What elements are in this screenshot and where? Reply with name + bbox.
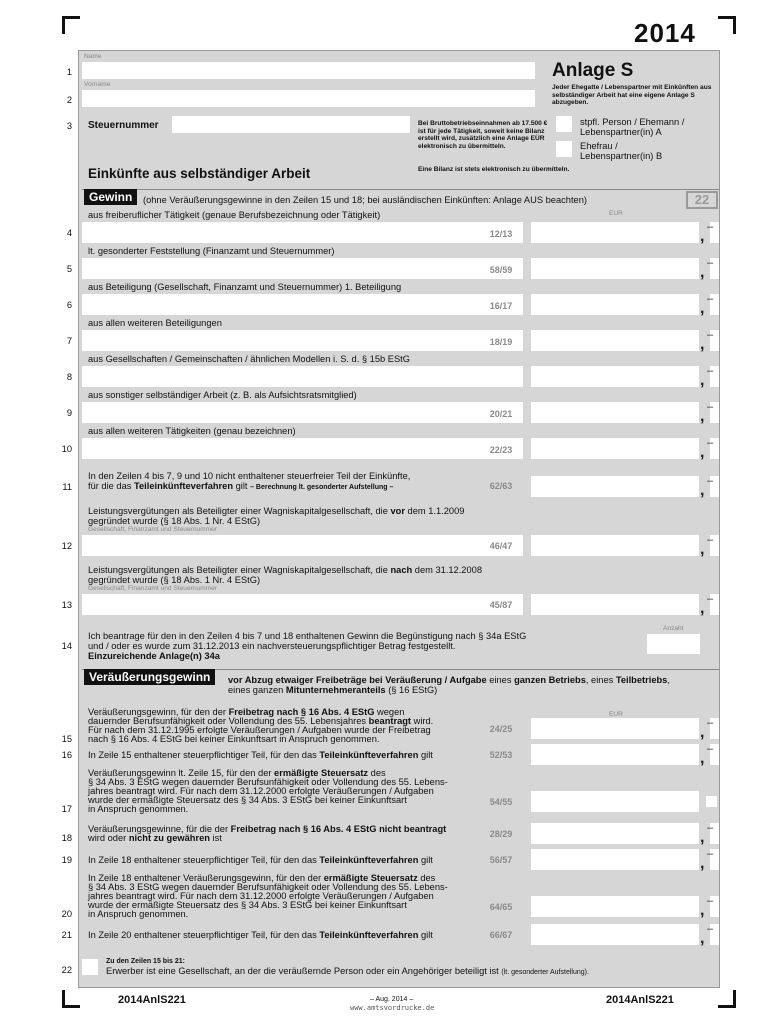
row-13-kz: 45/87 <box>489 600 513 610</box>
row-5-text-field[interactable] <box>82 258 523 279</box>
row-18-text-1a: Veräußerungsgewinne, für die der <box>88 824 231 834</box>
row-12-text-b: vor <box>390 506 405 516</box>
row-15-line4: nach § 16 Abs. 4 EStG bei keiner Einkunftsart in Anspruch genommen. <box>88 734 380 744</box>
row-19-dash: – <box>707 848 714 860</box>
row-number-19: 19 <box>61 855 72 865</box>
veraeusserung-note-1a: vor Abzug etwaiger Freibeträge bei Veräußerung / Aufgabe <box>228 675 487 685</box>
row-number-17: 17 <box>61 804 72 814</box>
crop-mark-top-left <box>62 16 80 34</box>
row-8-label: aus Gesellschaften / Gemeinschaften / ähnlichen Modellen i. S. d. § 15b EStG <box>88 354 410 364</box>
veraeusserung-note-1c: ganzen Betriebs <box>514 675 586 685</box>
row-7-dash: – <box>707 329 714 341</box>
row-13-line2: gegründet wurde (§ 18 Abs. 1 Nr. 4 EStG) <box>88 575 261 585</box>
row-number-2: 2 <box>66 95 72 105</box>
row-9-dash: – <box>707 401 714 413</box>
row-16-text-c: gilt <box>418 750 433 760</box>
row-number-8: 8 <box>66 372 72 382</box>
row-7-comma: , <box>700 336 705 353</box>
row-16-text-b: Teileinkünfteverfahren <box>319 750 419 760</box>
row-5-comma: , <box>700 264 705 281</box>
veraeusserung-note-2c: (§ 16 EStG) <box>385 685 438 695</box>
row-18-text-1b: Freibetrag nach § 16 Abs. 4 EStG nicht beantragt <box>230 824 447 834</box>
row-number-21: 21 <box>61 930 72 940</box>
row-8-amount-field[interactable] <box>531 366 699 387</box>
row-18-text-2c: ist <box>209 833 222 843</box>
row-17-checkbox[interactable] <box>706 796 717 807</box>
veraeusserung-heading: Veräußerungsgewinn <box>84 669 215 685</box>
name-field[interactable] <box>82 62 535 79</box>
section-divider <box>82 189 719 190</box>
row-13-dash: – <box>707 593 714 605</box>
row-number-16: 16 <box>61 750 72 760</box>
row-19-text-b: Teileinkünfteverfahren <box>319 855 419 865</box>
row-number-20: 20 <box>61 909 72 919</box>
row-number-7: 7 <box>66 336 72 346</box>
row-14-line1: Ich beantrage für den in den Zeilen 4 bis 7 und 18 enthaltenen Gewinn die Begünstigung nach § 34a EStG <box>88 631 527 641</box>
row-8-dash: – <box>707 365 714 377</box>
form-year: 2014 <box>634 18 696 48</box>
row-15-line3: Für nach dem 31.12.1995 erfolgte Veräußerungen / Aufgaben wurde der Freibetrag <box>88 725 431 735</box>
steuernummer-label: Steuernummer <box>88 120 159 131</box>
row-21-kz: 66/67 <box>489 930 513 940</box>
row-20-text-1c: des <box>417 873 436 883</box>
row-15-text-1a: Veräußerungsgewinn, für den der <box>88 707 229 717</box>
row-20-text-1b: ermäßigte Steuersatz <box>323 873 418 883</box>
row-13-amount-field[interactable] <box>531 594 699 615</box>
row-11-dash: – <box>707 475 714 487</box>
row-12-kz: 46/47 <box>489 541 513 551</box>
row-22-head: Zu den Zeilen 15 bis 21: <box>106 958 185 965</box>
row-15-comma: , <box>700 724 705 741</box>
row-12-dash: – <box>707 534 714 546</box>
footer-code-left: 2014AnlS221 <box>118 994 186 1006</box>
row-21-label <box>88 930 433 940</box>
row-20-dash: – <box>707 895 714 907</box>
row-number-4: 4 <box>66 228 72 238</box>
vorname-label: Vorname <box>84 81 111 88</box>
crop-mark-bottom-left <box>62 990 80 1008</box>
veraeusserung-note-2b: Mitunternehmeranteils <box>285 685 386 695</box>
row-18-text-2a: wird oder <box>88 833 129 843</box>
row-number-5: 5 <box>66 264 72 274</box>
steuernummer-field[interactable] <box>172 116 410 133</box>
row-6-label: aus Beteiligung (Gesellschaft, Finanzamt und Steuernummer) 1. Beteiligung <box>88 282 402 292</box>
row-20-comma: , <box>700 902 705 919</box>
row-4-comma: , <box>700 228 705 245</box>
row-4-kz: 12/13 <box>489 229 513 239</box>
row-16-label <box>88 750 433 760</box>
row-20-line4: wurde der ermäßigte Steuersatz des § 34 Abs. 3 EStG bei keiner Einkunftsart <box>88 900 407 910</box>
row-number-1: 1 <box>66 67 72 77</box>
ehegatte-note: Jeder Ehegatte / Lebenspartner mit Einkünften aus selbständiger Arbeit hat eine eigene Anlage S abzugeben. <box>552 84 712 106</box>
veraeusserung-note-1d: , eines <box>585 675 616 685</box>
footer-code-right: 2014AnlS221 <box>606 994 674 1006</box>
row-11-comma: , <box>700 482 705 499</box>
row-20-line3: jahres beantragt wird. Für nach dem 31.12.2000 erfolgte Veräußerungen / Aufgaben <box>88 891 434 901</box>
row-number-12: 12 <box>61 541 72 551</box>
row-10-label: aus allen weiteren Tätigkeiten (genau bezeichnen) <box>88 426 296 436</box>
row-13-sub: Gesellschaft, Finanzamt und Steuernummer <box>88 585 218 592</box>
row-14-line2: und / oder es wurde zum 31.12.2013 ein nachversteuerungspflichtiger Betrag festgestellt. <box>88 641 456 651</box>
eur-header-2: EUR <box>609 711 623 718</box>
row-7-text-field[interactable] <box>82 330 523 351</box>
row-5-dash: – <box>707 257 714 269</box>
veraeusserung-note-1f: , <box>667 675 670 685</box>
row-8-text-field[interactable] <box>82 366 523 387</box>
row-18-kz: 28/29 <box>489 829 513 839</box>
vorname-field[interactable] <box>82 90 535 107</box>
row-15-dash: – <box>707 717 714 729</box>
row-6-text-field[interactable] <box>82 294 523 315</box>
row-10-kz: 22/23 <box>489 445 513 455</box>
row-18-text-2b: nicht zu gewähren <box>128 833 210 843</box>
row-18-amount-field[interactable] <box>531 823 699 844</box>
person-b-label: Ehefrau / Lebenspartner(in) B <box>580 141 663 161</box>
row-9-label: aus sonstiger selbständiger Arbeit (z. B. als Aufsichtsratsmitglied) <box>88 390 357 400</box>
row-number-3: 3 <box>66 121 72 131</box>
row-number-18: 18 <box>61 833 72 843</box>
row-13-text-c: dem 31.12.2008 <box>412 565 482 575</box>
row-18-comma: , <box>700 829 705 846</box>
row-15-text-2c: wird. <box>411 716 434 726</box>
veraeusserung-note-2 <box>228 685 437 695</box>
row-13-text-b: nach <box>390 565 413 575</box>
row-number-13: 13 <box>61 600 72 610</box>
row-17-text-1a: Veräußerungsgewinn lt. Zeile 15, für den der <box>88 768 275 778</box>
row-6-amount-field[interactable] <box>531 294 699 315</box>
row-number-22: 22 <box>61 965 72 975</box>
eur-header: EUR <box>609 210 623 217</box>
row-17-line3: jahres beantragt wird. Für nach dem 31.12.2000 erfolgte Veräußerungen / Aufgaben <box>88 786 434 796</box>
row-22-checkbox[interactable] <box>82 959 98 975</box>
form-title: Anlage S <box>552 60 634 81</box>
row-6-comma: , <box>700 300 705 317</box>
bilanz-note: Eine Bilanz ist stets elektronisch zu übermitteln. <box>418 166 570 173</box>
row-12-comma: , <box>700 541 705 558</box>
row-17-text-1c: des <box>368 768 386 778</box>
row-5-label: lt. gesonderter Feststellung (Finanzamt und Steuernummer) <box>88 246 335 256</box>
row-20-kz: 64/65 <box>489 902 513 912</box>
row-17-line2: § 34 Abs. 3 EStG wegen dauernder Berufsunfähigkeit oder Vollendung des 55. Lebens- <box>88 777 448 787</box>
row-12-text-c: dem 1.1.2009 <box>404 506 465 516</box>
row-number-10: 10 <box>61 444 72 454</box>
row-20-line5: in Anspruch genommen. <box>88 909 189 919</box>
row-number-6: 6 <box>66 300 72 310</box>
row-20-line2: § 34 Abs. 3 EStG wegen dauernder Berufsunfähigkeit oder Vollendung des 55. Lebens- <box>88 882 448 892</box>
page-box: 22 <box>686 191 718 209</box>
row-21-text-c: gilt <box>418 930 433 940</box>
row-12-text-field[interactable] <box>82 535 523 556</box>
checkbox-person-b[interactable] <box>556 141 572 157</box>
row-21-text-a: In Zeile 20 enthaltener steuerpflichtiger Teil, für den das <box>88 930 320 940</box>
row-14-anzahl-field[interactable] <box>647 634 700 654</box>
row-10-amount-field[interactable] <box>531 438 699 459</box>
row-11-kz: 62/63 <box>489 481 513 491</box>
row-15-text-2b: beantragt <box>368 716 412 726</box>
row-4-text-field[interactable] <box>82 222 523 243</box>
row-15-text-1b: Freibetrag nach § 16 Abs. 4 EStG <box>228 707 375 717</box>
brutto-note: Bei Bruttobetriebseinnahmen ab 17.500 € ist für jede Tätigkeit, soweit keine Bilanz erstellt wird, zusätzlich eine Anlage EÜR elektronisch zu übermitteln. <box>418 120 548 150</box>
row-21-text-b: Teileinkünfteverfahren <box>319 930 419 940</box>
footer-date: – Aug. 2014 – <box>370 996 414 1003</box>
row-13-text-field[interactable] <box>82 594 523 615</box>
row-17-amount-field[interactable] <box>531 791 699 812</box>
row-19-text-c: gilt <box>418 855 433 865</box>
row-7-amount-field[interactable] <box>531 330 699 351</box>
row-11-line1: In den Zeilen 4 bis 7, 9 und 10 nicht enthaltener steuerfreier Teil der Einkünfte, <box>88 471 411 481</box>
row-15-text-1c: wegen <box>374 707 405 717</box>
veraeusserung-note-2a: eines ganzen <box>228 685 286 695</box>
row-16-text-a: In Zeile 15 enthaltener steuerpflichtiger Teil, für den das <box>88 750 320 760</box>
row-number-15: 15 <box>61 734 72 744</box>
row-11-text-d: – Berechnung lt. gesonderter Aufstellung – <box>250 484 394 491</box>
row-17-line4: wurde der ermäßigte Steuersatz des § 34 Abs. 3 EStG bei keiner Einkunftsart <box>88 795 407 805</box>
row-4-dash: – <box>707 221 714 233</box>
row-19-amount-field[interactable] <box>531 849 699 870</box>
row-16-kz: 52/53 <box>489 750 513 760</box>
row-7-label: aus allen weiteren Beteiligungen <box>88 318 222 328</box>
row-9-comma: , <box>700 408 705 425</box>
row-16-amount-field[interactable] <box>531 744 699 765</box>
veraeusserung-note-1b: eines <box>486 675 515 685</box>
row-5-amount-field[interactable] <box>531 258 699 279</box>
row-22-main-text: Erwerber ist eine Gesellschaft, an der die veräußernde Person oder ein Angehöriger beteiligt ist <box>106 966 499 976</box>
gewinn-note: (ohne Veräußerungsgewinne in den Zeilen 15 und 18; bei ausländischen Einkünften: Anlage AUS beachten) <box>143 195 587 205</box>
row-12-sub: Gesellschaft, Finanzamt und Steuernummer <box>88 526 218 533</box>
row-18-line2 <box>88 833 222 843</box>
row-10-comma: , <box>700 444 705 461</box>
row-21-comma: , <box>700 930 705 947</box>
row-number-11: 11 <box>62 482 72 492</box>
checkbox-person-a[interactable] <box>556 116 572 132</box>
crop-mark-bottom-right <box>718 990 736 1008</box>
row-10-text-field[interactable] <box>82 438 523 459</box>
person-a-label: stpfl. Person / Ehemann / Lebenspartner(in) A <box>580 117 685 137</box>
veraeusserung-note-1e: Teilbetriebs <box>615 675 668 685</box>
row-15-kz: 24/25 <box>489 724 513 734</box>
name-label: Name <box>84 53 102 60</box>
row-11-text-b: Teileinkünfteverfahren <box>134 481 234 491</box>
row-16-comma: , <box>700 750 705 767</box>
row-number-14: 14 <box>61 641 72 651</box>
row-17-line5: in Anspruch genommen. <box>88 804 189 814</box>
row-11-amount-field[interactable] <box>531 476 699 497</box>
row-22-small-text: (lt. gesonderter Aufstellung). <box>501 969 589 976</box>
row-20-text-1a: In Zeile 18 enthaltener Veräußerungsgewinn, für den der <box>88 873 324 883</box>
row-17-kz: 54/55 <box>489 797 513 807</box>
row-9-kz: 20/21 <box>489 409 513 419</box>
row-11-text-c: gilt <box>233 481 251 491</box>
row-7-kz: 18/19 <box>489 337 513 347</box>
row-6-kz: 16/17 <box>489 301 513 311</box>
row-15-amount-field[interactable] <box>531 718 699 739</box>
row-11-line2 <box>88 481 393 493</box>
main-heading: Einkünfte aus selbständiger Arbeit <box>88 166 311 181</box>
row-19-comma: , <box>700 855 705 872</box>
crop-mark-top-right <box>718 16 736 34</box>
row-22-text <box>106 966 589 978</box>
row-11-text-a: für die das <box>88 481 134 491</box>
footer-site: www.amtsvordrucke.de <box>350 1004 435 1012</box>
anzahl-label: Anzahl <box>663 625 684 632</box>
row-13-text-a: Leistungsvergütungen als Beteiligter einer Wagniskapitalgesellschaft, die <box>88 565 391 575</box>
row-18-dash: – <box>707 822 714 834</box>
row-21-amount-field[interactable] <box>531 924 699 945</box>
gewinn-heading: Gewinn <box>84 189 137 205</box>
row-19-text-a: In Zeile 18 enthaltener steuerpflichtiger Teil, für den das <box>88 855 320 865</box>
row-10-dash: – <box>707 437 714 449</box>
row-13-comma: , <box>700 600 705 617</box>
row-12-text-a: Leistungsvergütungen als Beteiligter einer Wagniskapitalgesellschaft, die <box>88 506 391 516</box>
row-19-label <box>88 855 433 865</box>
row-8-comma: , <box>700 372 705 389</box>
row-15-text-2a: dauernder Berufsunfähigkeit oder Vollendung des 55. Lebensjahres <box>88 716 369 726</box>
row-6-dash: – <box>707 293 714 305</box>
veraeusserung-note-1 <box>228 675 670 685</box>
row-13-line1 <box>88 565 482 575</box>
row-number-9: 9 <box>66 408 72 418</box>
row-4-label: aus freiberuflicher Tätigkeit (genaue Berufsbezeichnung oder Tätigkeit) <box>88 210 381 220</box>
row-19-kz: 56/57 <box>489 855 513 865</box>
row-17-text-1b: ermäßigte Steuersatz <box>274 768 369 778</box>
row-9-amount-field[interactable] <box>531 402 699 423</box>
row-16-dash: – <box>707 743 714 755</box>
row-4-amount-field[interactable] <box>531 222 699 243</box>
row-14-line3: Einzureichende Anlage(n) 34a <box>88 651 220 661</box>
row-20-amount-field[interactable] <box>531 896 699 917</box>
row-5-kz: 58/59 <box>489 265 513 275</box>
row-21-dash: – <box>707 923 714 935</box>
row-12-line1 <box>88 506 464 516</box>
row-12-amount-field[interactable] <box>531 535 699 556</box>
row-9-text-field[interactable] <box>82 402 523 423</box>
row-12-line2: gegründet wurde (§ 18 Abs. 1 Nr. 4 EStG) <box>88 516 261 526</box>
